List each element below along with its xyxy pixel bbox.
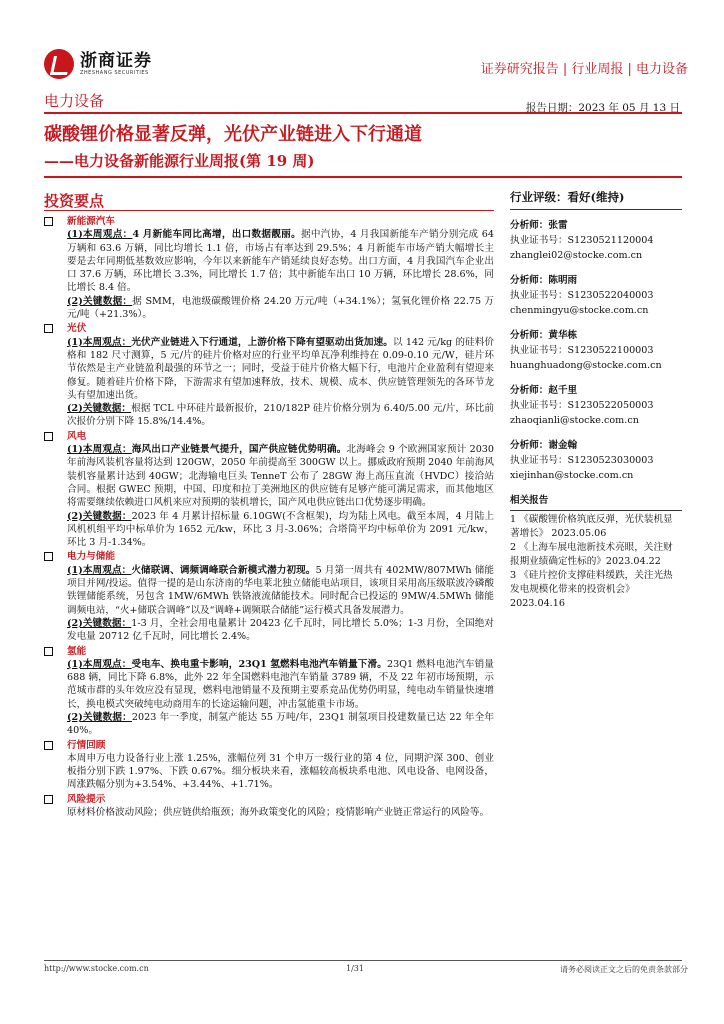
related-report-link[interactable]: 2 《上海车展电池新技术亮眼，关注财报期业绩确定性标的》2023.04.22 xyxy=(510,542,673,567)
block-body xyxy=(67,430,494,550)
paragraph-text: 根据 TCL 中环硅片最新报价，210/182P 硅片价格分别为 6.40/5.00 元/片，环比前次报价分别下降 15.8%/14.4%。 xyxy=(67,403,494,428)
block-paragraph xyxy=(67,564,494,617)
paragraph-text: 原材料价格波动风险；供应链供给瓶颈；海外政策变化的风险；疫情影响产业链正常运行的风险等。 xyxy=(67,807,490,819)
paragraph-key-point: 受电车、换电重卡影响，23Q1 氢燃料电池汽车销量下滑。 xyxy=(131,658,387,670)
paragraph-key-point: 光伏产业链进入下行通道，上游价格下降有望驱动出货加速。 xyxy=(131,336,393,348)
block-paragraph xyxy=(67,443,494,509)
block-paragraph xyxy=(67,402,494,429)
paragraph-key-point: 4 月新能车同比高增，出口数据靓丽。 xyxy=(132,229,301,241)
industry-category: 电力设备 xyxy=(44,92,105,110)
analyst-name: 分析师：赵千里 xyxy=(510,385,578,396)
content-block xyxy=(44,430,494,550)
block-paragraph xyxy=(67,295,494,322)
footer-disclaimer: 请务必阅读正文之后的免责条款部分 xyxy=(560,965,688,974)
paragraph-text: 本周申万电力设备行业上涨 1.25%，涨幅位列 31 个申万一级行业的第 4 位，同期沪深 300、创业板指分别下跌 1.97%、下跌 0.67%。细分板块来看，涨幅较高板块系电池、风电设备、电网设备，周涨跌幅分别为+3.54%、+3.44%、+1.71%。 xyxy=(67,752,494,791)
checkbox-bullet-icon xyxy=(44,741,53,750)
page-number: 1/31 xyxy=(346,964,364,973)
block-heading: 行情回顾 xyxy=(67,739,106,751)
paragraph-text: 2023 年 4 月累计招标量 6.10GW(不含框架)，均为陆上风电。截至本周，4 月陆上风机机组平均中标单价为 1652 元/kw，环比 3 月-3.06%；合塔筒平均中标单价为 2091 元/kw，环比 3 月-1.34%。 xyxy=(67,510,494,549)
block-body xyxy=(67,322,494,428)
logo-name: 浙商证券 xyxy=(80,51,152,71)
analyst-card xyxy=(510,438,682,483)
section-title: 投资要点 xyxy=(44,192,105,210)
block-heading: 风险提示 xyxy=(67,793,106,805)
related-report-link[interactable]: 1 《碳酸锂价格筑底反弹，光伏装机显著增长》 2023.05.06 xyxy=(510,514,673,539)
block-body xyxy=(67,215,494,321)
paragraph-text: 5 月第一周共有 402MW/807MWh 储能项目并网/投运。值得一提的是山东济南的华电莱北独立储能电站项目，该项目采用高压级联波冷磷酸铁锂储能系统，另包含 1MW/6MWh 铁铬液流储能技术。同时配合已投运的 9MW/4.5MWh 储能调频电站，“火+储联合调峰”以及“调峰+调频联合储能”运行模式具备发展潜力。 xyxy=(67,564,495,616)
block-heading: 风电 xyxy=(67,430,87,442)
content-block xyxy=(44,793,494,820)
checkbox-bullet-icon xyxy=(44,552,53,561)
paragraph-label: (2)关键数据： xyxy=(67,510,132,522)
paragraph-label: (2)关键数据： xyxy=(67,617,132,629)
logo-english-name: ZHESHANG SECURITIES xyxy=(80,70,149,76)
paragraph-text: 据中汽协，4 月我国新能车产销分别完成 64 万辆和 63.6 万辆，同比均增长 1.1 倍，市场占有率达到 29.5%；4 月新能车市场产销大幅增长主要是去年同期低基数效应影响，今年以来新能车产销延续良好态势。出口方面，4 月我国汽车企业出口 37.6 万辆，环比增长 3.3%，同比增长 1.7 倍；其中新能车出口 10 万辆，环比增长 28.6%，同比增长 8.4 倍。 xyxy=(67,229,494,294)
analyst-card xyxy=(510,273,682,318)
report-subtitle: ——电力设备新能源行业周报(第 19 周) xyxy=(44,152,315,170)
block-paragraph xyxy=(67,336,494,402)
company-logo xyxy=(44,47,152,81)
block-body xyxy=(67,793,494,820)
content-block xyxy=(44,645,494,738)
block-paragraph xyxy=(67,806,494,819)
paragraph-label: (1)本周观点： xyxy=(67,336,132,348)
section-divider xyxy=(44,210,494,211)
block-paragraph xyxy=(67,510,494,550)
content-block xyxy=(44,322,494,428)
paragraph-label: (1)本周观点： xyxy=(67,444,132,456)
title-divider xyxy=(44,176,682,178)
checkbox-bullet-icon xyxy=(44,647,53,656)
logo-mark-icon xyxy=(44,49,74,79)
analyst-certificate: 执业证书号：S1230522050003 xyxy=(510,400,654,411)
paragraph-text: 据 SMM，电池级碳酸锂价格 24.20 万元/吨（+34.1%）；氢氧化锂价格 22.75 万元/吨（+21.3%）。 xyxy=(67,295,495,321)
paragraph-text: 以 142 元/kg 的硅料价格和 182 尺寸测算，5 元/片的硅片价格对应的行业平均单瓦净利维持在 0.09-0.10 元/W，硅片环节依然是主产业链盈利最强的环节之一；同时，受益于硅片价格大幅下行，电池片企业盈利有望迎来修复。随着硅片价格下降，下游需求有望加速释放，技术、规模、成本、供应链管理领先的各环节龙头有望加速出货。 xyxy=(67,336,494,401)
paragraph-text: 23Q1 燃料电池汽车销量 688 辆，同比下降 6.8%，此外 22 年全国燃料电池汽车销量 3789 辆，不及 22 年初市场预期，示范城市群的头年效应没有显现，燃料电池销量不及预期主要系竞品优势仍明显，纯电动车销量快速增长，换电模式突破纯电动商用车的长途运输问题，冲击氢能重卡市场。 xyxy=(67,658,494,710)
block-body xyxy=(67,550,494,643)
block-heading: 氢能 xyxy=(67,645,87,657)
analyst-certificate: 执业证书号：S1230523030003 xyxy=(510,455,654,466)
report-date: 报告日期：2023 年 05 月 13 日 xyxy=(525,102,680,114)
analyst-name: 分析师：谢金翰 xyxy=(510,440,578,451)
analyst-email[interactable]: xiejinhan@stocke.com.cn xyxy=(510,470,634,481)
footer-divider xyxy=(44,960,682,961)
block-heading: 新能源汽车 xyxy=(67,216,115,227)
paragraph-text: 1-3 月，全社会用电量累计 20423 亿千瓦时，同比增长 5.0%；1-3 月份，全国绝对发电量 20712 亿千瓦时，同比增长 2.4%。 xyxy=(67,617,494,643)
paragraph-label: (1)本周观点： xyxy=(67,229,133,241)
paragraph-label: (2)关键数据： xyxy=(67,403,132,415)
paragraph-key-point: 海风出口产业链景气提升，国产供应链优势明确。 xyxy=(131,444,347,456)
analyst-name: 分析师：陈明雨 xyxy=(510,275,578,286)
related-reports-list xyxy=(510,513,682,611)
analyst-certificate: 执业证书号：S1230521120004 xyxy=(510,235,654,246)
analyst-email[interactable]: zhanglei02@stocke.com.cn xyxy=(510,250,643,261)
checkbox-bullet-icon xyxy=(44,795,53,804)
content-block xyxy=(44,550,494,643)
industry-rating: 行业评级：看好(维持) xyxy=(510,190,682,210)
checkbox-bullet-icon xyxy=(44,324,53,333)
block-heading: 电力与储能 xyxy=(67,551,115,563)
analyst-card xyxy=(510,218,682,263)
block-body xyxy=(67,645,494,738)
block-paragraph xyxy=(67,752,494,792)
block-paragraph xyxy=(67,658,494,711)
analyst-card xyxy=(510,328,682,373)
block-paragraph xyxy=(67,617,494,644)
related-report-link[interactable]: 3 《硅片控价支撑硅料缓跌，关注光热发电规模化带来的投资机会》 2023.04.16 xyxy=(510,570,673,609)
paragraph-key-point: 火储联调、调频调峰联合新模式潜力初现。 xyxy=(131,564,316,576)
block-body xyxy=(67,739,494,792)
report-type: 证券研究报告 | 行业周报 | 电力设备 xyxy=(480,62,688,77)
paragraph-label: (2)关键数据： xyxy=(67,711,132,723)
paragraph-text: 北海峰会 9 个欧洲国家预计 2030 年前海风装机容量将达到 120GW，2050 年前提高至 300GW 以上。挪威政府预期 2040 年前海风装机容量累计达到 40GW；北海输电巨头 TenneT 公布了 28GW 海上高压直流（HVDC）接洽站合同。根据 GWEC 预期，中国、印度和拉丁美洲地区的供应链有足够产能可满足需求，而其他地区将需要继续依赖进口风机来应对预期的装机增长，国产风电供应链出口优势逐步明确。 xyxy=(67,444,495,509)
analyst-email[interactable]: huanghuadong@stocke.com.cn xyxy=(510,360,662,371)
analyst-list xyxy=(510,218,682,483)
block-paragraph xyxy=(67,228,494,294)
analyst-name: 分析师：黄华栋 xyxy=(510,330,578,341)
checkbox-bullet-icon xyxy=(44,432,53,441)
block-heading: 光伏 xyxy=(67,323,87,335)
paragraph-text: 2023 年一季度，制氢产能达 55 万吨/年，23Q1 制氢项目投建数量已达 22 年全年 40%。 xyxy=(67,711,494,737)
content-block xyxy=(44,739,494,792)
sidebar xyxy=(510,190,682,611)
paragraph-label: (1)本周观点： xyxy=(67,564,132,576)
analyst-name: 分析师：张雷 xyxy=(510,220,568,231)
paragraph-label: (1)本周观点： xyxy=(67,658,132,670)
content-block xyxy=(44,215,494,321)
analyst-card xyxy=(510,383,682,428)
footer-url[interactable]: http://www.stocke.com.cn xyxy=(44,964,149,973)
related-reports-title: 相关报告 xyxy=(510,493,682,511)
analyst-email[interactable]: chenmingyu@stocke.com.cn xyxy=(510,305,649,316)
analyst-email[interactable]: zhaoqianli@stocke.com.cn xyxy=(510,415,639,426)
checkbox-bullet-icon xyxy=(44,217,53,226)
report-title: 碳酸锂价格显著反弹，光伏产业链进入下行通道 xyxy=(44,124,422,145)
block-paragraph xyxy=(67,711,494,738)
analyst-certificate: 执业证书号：S1230522100003 xyxy=(510,345,654,356)
main-content xyxy=(44,214,494,819)
analyst-certificate: 执业证书号：S1230522040003 xyxy=(510,290,654,301)
paragraph-label: (2)关键数据： xyxy=(67,295,133,307)
